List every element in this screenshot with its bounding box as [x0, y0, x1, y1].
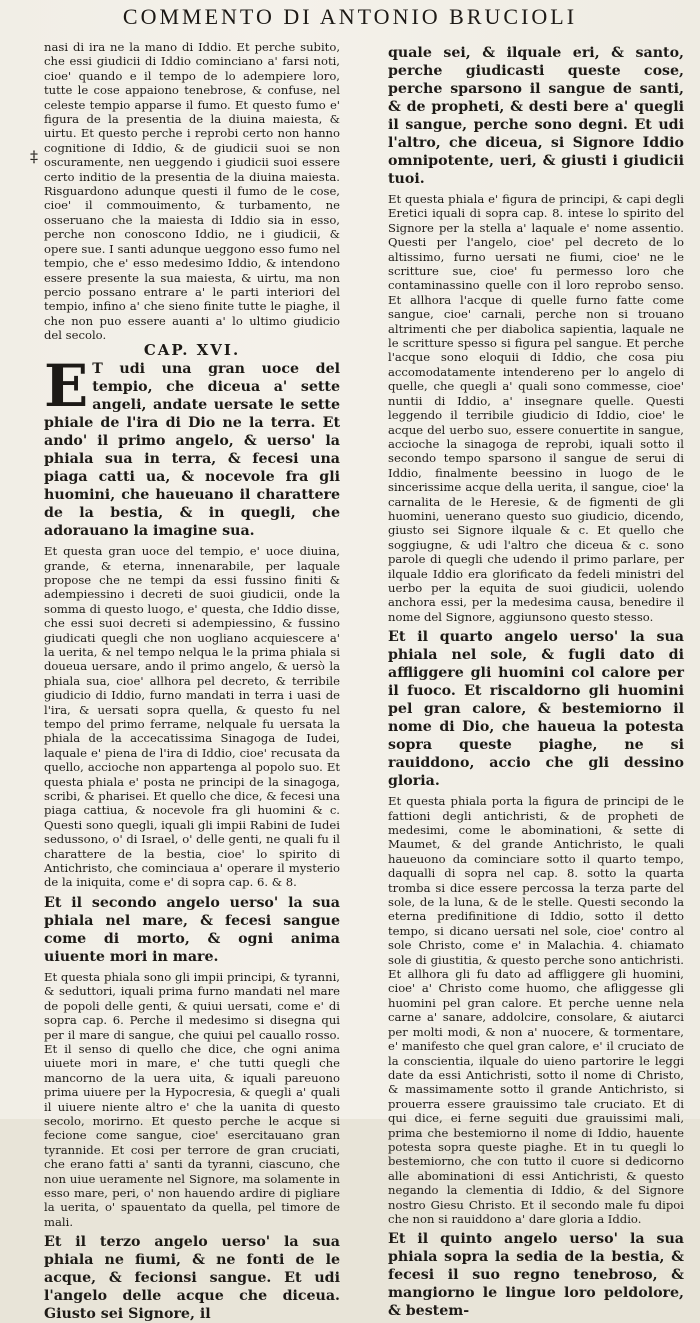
right-column — [388, 44, 684, 1320]
commentary-paragraph: nasi di ira ne la mano di Iddio. Et perche subito, che essi giudicii di Iddio cominciano a' farsi noti, cioe' quando e il tempo de lo adempiere loro, tutte le cose appaiono tenebrose, & confuse, nel celeste tempio apparse il fumo. Et questo fumo e' figura de la presentia de la diuina maiesta, & uirtu. Et questo perche i reprobi certo non hanno cognitione di Iddio, & de giudicii suoi se non oscuramente, nen ueggendo i giudicii suoi essere certo inditio de la presentia de la diuina maiesta. Risguardono adunque questi il fumo de le cose, cioe' il commouimento, & turbamento, ne osseruano che la maiesta di Iddio sia in esso, perche non conoscono Iddio, ne i giudicii, & opere sue. I santi adunque ueggono esso fumo nel tempio, che e' esso medesimo Iddio, & intendono essere presente la sua maiesta, & uirtu, ma non percio possano entrare a' le parti interiori del tempio, infino a' che sieno finite tutte le piaghe, il che non puo essere auanti a' lo ultimo giudicio del secolo. — [44, 40, 340, 343]
scripture-paragraph: quale sei, & ilquale eri, & santo, perche giudicasti queste cose, perche sparsono il sangue de santi, & de propheti, & desti bere a' quegli il sangue, perche sono degni. Et udi l'altro, che diceua, si Signore Iddio omnipotente, ueri, & giusti i giudicii tuoi. — [388, 45, 684, 187]
commentary-paragraph: Et questa phiala porta la figura de principi de le fattioni degli antichristi, & de propheti de medesimi, come le abominationi, & sette di Maumet, & del grande Antichristo, le quali haueuono da cominciare sotto il quarto tempo, daqualli di sopra nel cap. 8. sotto la quarta tromba si dice essere percossa la terza parte del sole, de la luna, & de le stelle. Questi secondo la eterna predifinitione di Iddio, sotto il detto tempo, si dicano uersati nel sole, cioe' contro al sole Christo, come e' in Malachia. 4. chiamato sole di giustitia, & questo perche sono antichristi. Et allhora gli fu dato ad affliggere gli huomini, cioe' a' Christo come huomo, che afliggesse gli huomini pel gran calore. Et perche uenne nela carne a' sanare, addolcire, consolare, & aiutarci per molti modi, & non a' nuocere, & tormentare, e' manifesto che quel gran calore, e' il cruciato de la conscientia, ilquale do uieno partorire le leggi date da essi Antichristi, sotto il nome di Christo, & massimamente sotto il grande Antichristo, si prouerra essere grauissimo tale cruciato. Et di qui dice, ei ferne seguiti due grauissimi mali, prima che bestemiorno il nome di Iddio, hauente potesta sopra queste piaghe. Et in tu quegli lo bestemiorno, che con tutto il cuore si dedicorno alle abominationi di essi Antichristi, & questo negando la clementia di Iddio, & del Signore nostro Giesu Christo. Et il secondo male fu dipoi che non si rauiddono a' dare gloria a Iddio. — [388, 794, 684, 1226]
scripture-paragraph: Et il quinto angelo uerso' la sua phiala sopra la sedia de la bestia, & fecesi il suo regno tenebroso, & mangiorno le lingue loro peldolore, & bestem- — [388, 1231, 684, 1320]
drop-cap: E — [44, 352, 89, 421]
commentary-paragraph: Et questa phiala e' figura de principi, & capi degli Eretici iquali di sopra cap. 8. intese lo spirito del Signore per la stella a' laquale e' nome assentio. Questi per l'angelo, cioe' pel decreto de lo altissimo, furno uersati ne fiumi, cioe' ne le scritture sue, cioe' fu permesso loro che contaminassino quelle con il loro reprobo senso. Et allhora l'acque di quelle furno fatte come sangue, cioe' carnali, perche non si trouano altrimenti che per diabolica sapientia, laquale ne le scritture spesso si figura pel sangue. Et perche l'acque sono eloquii di Iddio, che cosa piu accomodatamente intendereno per lo angelo di quelle, che quegli a' quali sono commesse, cioe' nuntii di Iddio, a' insegnare quelle. Questi leggendo il terribile giudicio di Iddio, cioe' le acque del uerbo suo, essere conuertite in sangue, accioche la sinagoga de reprobi, iquali sotto il secondo tempo sparsono il sangue de serui di Iddio, finalmente beessino in luogo de le sincerissime acque della uerita, il sangue, cioe' la carnalita de le Heresie, & de figmenti de gli huomini, uenerano questo suo giudicio, dicendo, giusto sei Signore ilquale & c. Et quello che soggiugne, & udi l'altro che diceua & c. sono parole di quegli che udendo il primo parlare, per ilquale Iddio era glorificato da fedeli ministri del uerbo per la equita de suoi giudicii, uolendo anchora essi, per la medesima causa, benedire il nome del Signore, aggiunsono questo stesso. — [388, 192, 684, 624]
scripture-paragraph: Et il terzo angelo uerso' la sua phiala ne fiumi, & ne fonti de le acque, & fecionsi sangue. Et udi l'angelo delle acque che diceua. Giusto sei Signore, il — [44, 1234, 340, 1323]
commentary-paragraph: Et questa gran uoce del tempio, e' uoce diuina, grande, & eterna, innenarabile, per laquale propose che ne tempi da essi fussino finiti & adempiessino i decreti de suoi giudicii, onde la somma di questo luogo, e' questa, che Iddio disse, che essi suoi decreti si adempiessino, & fussino giudicati quegli che non uogliano acquiescere a' la uerita, & nel tempo nelqua le la prima phiala si doueua uersare, ando il primo angelo, & uersò la phiala sua, cioe' allhora pel decreto, & terribile giudicio di Iddio, furno mandati in terra i uasi de l'ira, & uersati sopra quella, & questo fu nel tempo del primo ferrame, nelquale fu uersata la phiala de la accecatissima Sinagoga de Iudei, laquale e' piena de l'ira di Iddio, cioe' recusata da quello, accioche non appartenga al popolo suo. Et questa phiala e' posta ne principi de la sinagoga, scribi, & pharisei. Et quello che dice, & fecesi una piaga cattiua, & nocevole fra gli huomini & c. Questi sono quegli, iquali gli impii Rabini de Iudei sedussono, o' di Israel, o' delle genti, ne quali fu il charattere de la bestia, cioe' lo spirito di Antichristo, che cominciaua a' operare il mysterio de la iniquita, come e' di sopra cap. 6. & 8. — [44, 544, 340, 890]
scripture-paragraph — [44, 352, 340, 540]
scripture-paragraph: Et il quarto angelo uerso' la sua phiala nel sole, & fugli dato di affliggere gli huomini col calore per il fuoco. Et riscaldorno gli huomini pel gran calore, & bestemiorno il nome di Dio, che haueua la potesta sopra queste piaghe, ne si rauiddono, accio che gli dessino gloria. — [388, 629, 684, 790]
running-head: COMMENTO DI ANTONIO BRUCIOLI — [122, 4, 578, 29]
chapter-heading: CAP. XVI. — [143, 340, 241, 359]
scripture-paragraph: Et il secondo angelo uerso' la sua phiala nel mare, & fecesi sangue come di morto, & ogni anima uiuente mori in mare. — [44, 894, 340, 965]
scripture-text: T udi una gran uoce del tempio, che diceua a' sette angeli, andate uersate le sette phiale de l'ira di Dio ne la terra. Et ando' il primo angelo, & uerso' la phiala sua in terra, & fecesi una piaga catti ua, & nocevole fra gli huomini, che haueuano il charattere de la bestia, & in quegli, che adorauano la imagine sua. — [44, 361, 340, 540]
left-column — [44, 40, 340, 1323]
commentary-paragraph: Et questa phiala sono gli impii principi, & tyranni, & seduttori, iquali prima furno mandati nel mare de popoli delle genti, & quiui uersati, come e' di sopra cap. 6. Perche il medesimo si disegna qui per il mare di sangue, che quiui pel cauallo rosso. Et il senso di quello che dice, che ogni anima uiuete mori in mare, e' che tutti quegli che mancorno de la uera uita, & iquali pareuono prima uiuere per la Hypocresia, & quegli a' quali il uiuere niente altro e' che la uanita di questo secolo, morirno. Et questo perche le acque si fecione come sangue, cioe' esercitauano gran tyrannide. Et cosi per terrore de gran cruciati, che erano fatti a' santi da tyranni, ciascuno, che non uiue ueramente nel Signore, ma solamente in esso mare, peri, o' non hauendo ardire di pigliare la uerita, o' spauentato da quella, pel timore de mali. — [44, 969, 340, 1229]
marginal-marker: ‡ — [30, 147, 38, 166]
